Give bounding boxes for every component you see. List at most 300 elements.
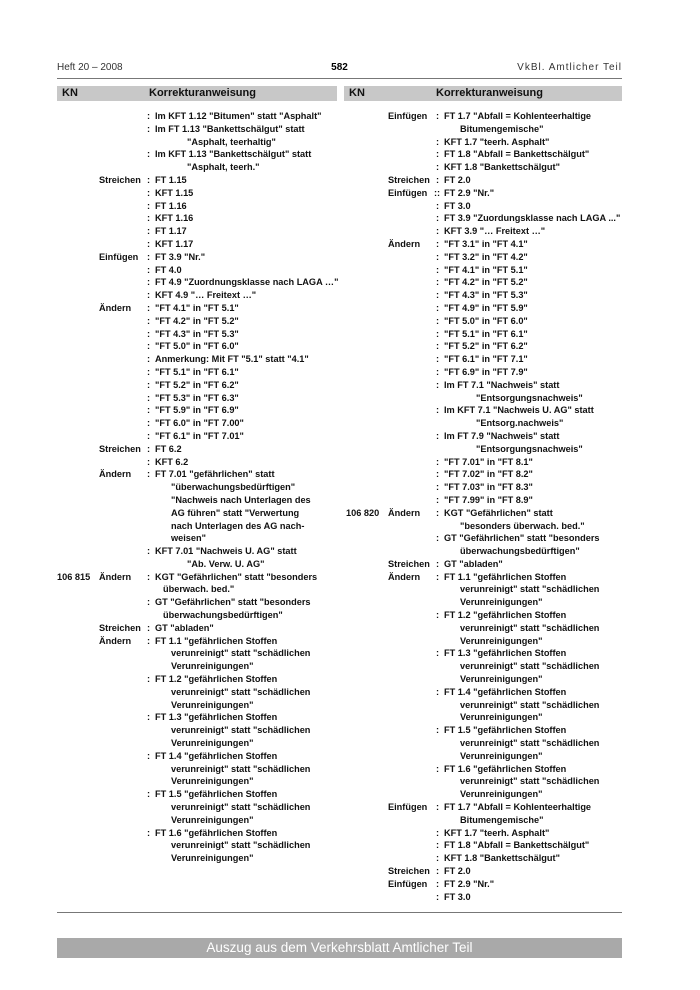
correction-row (346, 443, 624, 456)
correction-row (346, 711, 624, 724)
colon-mark: : (147, 238, 151, 249)
instruction-text: Verunreinigungen" (171, 699, 254, 710)
instruction-text: verunreinigt" statt "schädlichen (460, 776, 600, 787)
correction-row (57, 302, 342, 315)
correction-row (346, 212, 624, 225)
instruction-text: FT 2.0 (444, 866, 471, 877)
instruction-text: "Asphalt, teerh." (187, 162, 260, 173)
correction-row (346, 673, 624, 686)
kn-heading: KN (349, 87, 365, 99)
instruction-text: "FT 3.1" in "FT 4.1" (444, 238, 528, 249)
correction-row (346, 456, 624, 469)
colon-mark: : (147, 251, 151, 262)
correction-row (346, 340, 624, 353)
colon-mark: : (436, 725, 440, 736)
instruction-text: AG führen" statt "Verwertung (171, 507, 300, 518)
correction-row (57, 123, 342, 136)
instruction-text: "überwachungsbedürftigen" (171, 482, 296, 493)
correction-row (57, 750, 342, 763)
correction-row (346, 417, 624, 430)
correction-row (346, 187, 624, 200)
correction-row (57, 520, 342, 533)
colon-mark: : (436, 866, 440, 877)
colon-mark: : (147, 341, 151, 352)
correction-row (57, 110, 342, 123)
colon-mark: : (436, 200, 440, 211)
action-label: Einfügen (388, 111, 428, 121)
instruction-text: "besonders überwach. bed." (460, 520, 585, 531)
colon-mark: : (147, 546, 151, 557)
instruction-text: verunreinigt" statt "schädlichen (171, 725, 311, 736)
left-column (57, 110, 342, 865)
instruction-text: verunreinigt" statt "schädlichen (460, 738, 600, 749)
instruction-text: Im KFT 1.12 "Bitumen" statt "Asphalt" (155, 111, 322, 121)
instruction-text: KFT 1.8 "Bankettschälgut" (444, 853, 560, 864)
instruction-text: Im FT 7.1 "Nachweis" statt (444, 379, 560, 390)
correction-row (346, 635, 624, 648)
instruction-text: überwachungsbedürftigen" (460, 546, 580, 557)
correction-row (346, 558, 624, 571)
instruction-text: FT 6.2 (155, 443, 182, 454)
correction-row (57, 801, 342, 814)
correction-row (57, 494, 342, 507)
correction-row (346, 315, 624, 328)
correction-row (57, 328, 342, 341)
instruction-text: FT 2.9 "Nr." (444, 878, 495, 889)
instruction-text: "FT 6.0" in "FT 7.00" (155, 418, 244, 429)
instruction-text: KGT "Gefährlichen" statt (444, 507, 553, 518)
instruction-text: verunreinigt" statt "schädlichen (460, 699, 600, 710)
colon-mark: : (436, 686, 440, 697)
correction-row (346, 404, 624, 417)
instruction-text: Im FT 7.9 "Nachweis" statt (444, 430, 560, 441)
action-label: Streichen (388, 866, 430, 877)
correction-row (57, 200, 342, 213)
instruction-text: Im FT 1.13 "Bankettschälgut" statt (155, 123, 305, 134)
instruction-text: nach Unterlagen des AG nach- (171, 520, 305, 531)
action-label: Streichen (99, 174, 141, 185)
action-label: Ändern (388, 507, 421, 518)
instruction-text: "FT 7.02" in "FT 8.2" (444, 469, 533, 480)
instruction-text: Verunreinigungen" (171, 853, 254, 864)
colon-mark: : (147, 418, 151, 429)
colon-mark: : (147, 392, 151, 403)
colon-mark: : (436, 405, 440, 416)
kn-number: 106 815 (57, 571, 91, 582)
colon-mark: : (147, 328, 151, 339)
correction-row (346, 647, 624, 660)
colon-mark: : (436, 456, 440, 467)
instruction-text: FT 1.4 "gefährlichen Stoffen (444, 686, 567, 697)
correction-row (346, 264, 624, 277)
correction-row (346, 520, 624, 533)
correction-row (57, 545, 342, 558)
instruction-text: FT 2.9 "Nr." (444, 187, 495, 198)
correction-row (346, 827, 624, 840)
colon-mark: : (147, 302, 151, 313)
instruction-text: überwachungsbedürftigen" (163, 610, 283, 621)
correction-row (57, 852, 342, 865)
instruction-text: KFT 7.01 "Nachweis U. AG" statt (155, 546, 297, 557)
action-label: Einfügen (388, 878, 428, 889)
colon-mark: : (436, 162, 440, 173)
footer-banner: Auszug aus dem Verkehrsblatt Amtlicher Teil (57, 938, 622, 958)
action-label: Ändern (388, 571, 421, 582)
colon-mark: : (436, 302, 440, 313)
instruction-text: "FT 7.03" in "FT 8.3" (444, 482, 533, 493)
instruction-text: Verunreinigungen" (171, 738, 254, 749)
action-label: Ändern (99, 469, 132, 480)
instruction-text: KFT 1.17 (155, 238, 194, 249)
instruction-text: FT 4.0 (155, 264, 182, 275)
instruction-text: "FT 6.9" in "FT 7.9" (444, 366, 528, 377)
instruction-text: "Entsorgungsnachweis" (476, 392, 583, 403)
correction-row (346, 788, 624, 801)
colon-mark: : (147, 366, 151, 377)
action-label: Streichen (99, 622, 141, 633)
instruction-text: "FT 5.0" in "FT 6.0" (444, 315, 528, 326)
correction-row (346, 225, 624, 238)
colon-mark: : (147, 750, 151, 761)
instruction-text: Verunreinigungen" (460, 789, 543, 800)
correction-row (57, 839, 342, 852)
instruction-text: FT 1.6 "gefährlichen Stoffen (444, 763, 567, 774)
correction-row (346, 865, 624, 878)
colon-mark: : (436, 213, 440, 224)
action-label: Einfügen (388, 802, 428, 813)
correction-row (57, 225, 342, 238)
correction-row (57, 788, 342, 801)
correction-row (346, 468, 624, 481)
kn-number: 106 820 (346, 507, 380, 518)
right-column (346, 110, 624, 903)
colon-mark: : (147, 456, 151, 467)
correction-row (346, 814, 624, 827)
instruction-text: verunreinigt" statt "schädlichen (460, 661, 600, 672)
instruction-text: weisen" (171, 533, 206, 544)
instruction-text: KFT 1.15 (155, 187, 194, 198)
action-label: Streichen (388, 174, 430, 185)
instruction-text: Verunreinigungen" (460, 674, 543, 685)
colon-mark: : (147, 712, 151, 723)
correction-row (346, 891, 624, 904)
instruction-text: GT "abladen" (444, 558, 503, 569)
instruction-text: "Entsorgungsnachweis" (476, 443, 583, 454)
correction-row (57, 404, 342, 417)
correction-row (57, 724, 342, 737)
correction-row (57, 647, 342, 660)
correction-row (346, 609, 624, 622)
instruction-text: GT "abladen" (155, 622, 214, 633)
colon-mark: : (436, 648, 440, 659)
instruction-text: KFT 4.9 "… Freitext …" (155, 290, 257, 301)
instruction-text: Verunreinigungen" (171, 661, 254, 672)
action-label: Streichen (388, 558, 430, 569)
instruction-text: "FT 5.9" in "FT 6.9" (155, 405, 239, 416)
instruction-text: FT 4.9 "Zuordnungsklasse nach LAGA …" (155, 277, 339, 288)
instruction-text: Verunreinigungen" (460, 597, 543, 608)
correction-row (57, 635, 342, 648)
instruction-text: FT 1.5 "gefährlichen Stoffen (444, 725, 567, 736)
instruction-text: "FT 3.2" in "FT 4.2" (444, 251, 528, 262)
correction-row (57, 609, 342, 622)
correction-row (346, 801, 624, 814)
instruction-text: KFT 1.7 "teerh. Asphalt" (444, 136, 550, 147)
correction-row (346, 571, 624, 584)
colon-mark: : (436, 354, 440, 365)
instruction-text: "FT 6.1" in "FT 7.1" (444, 354, 528, 365)
correction-row (346, 660, 624, 673)
instruction-text: KFT 1.8 "Bankettschälgut" (444, 162, 560, 173)
instruction-text: FT 1.1 "gefährlichen Stoffen (155, 635, 278, 646)
instruction-text: FT 1.17 (155, 226, 187, 237)
instruction-text: Bitumengemische" (460, 814, 544, 825)
colon-mark: : (147, 635, 151, 646)
colon-mark: : (436, 315, 440, 326)
instruction-text: Im KFT 1.13 "Bankettschälgut" statt (155, 149, 312, 160)
instruction-text: Im KFT 7.1 "Nachweis U. AG" statt (444, 405, 594, 416)
colon-mark: : (436, 366, 440, 377)
instruction-text: KFT 1.7 "teerh. Asphalt" (444, 827, 550, 838)
page-number: 582 (331, 62, 348, 73)
colon-mark: : (436, 277, 440, 288)
correction-row (57, 763, 342, 776)
instruction-text: FT 1.8 "Abfall = Bankettschälgut" (444, 149, 590, 160)
action-label: Streichen (99, 443, 141, 454)
colon-mark: : (147, 405, 151, 416)
colon-mark: : (436, 891, 440, 902)
colon-mark: : (436, 763, 440, 774)
instruction-text: verunreinigt" statt "schädlichen (171, 686, 311, 697)
correction-row (57, 737, 342, 750)
instruction-text: "FT 5.0" in "FT 6.0" (155, 341, 239, 352)
correction-row (346, 123, 624, 136)
instruction-text: "FT 4.2" in "FT 5.2" (444, 277, 528, 288)
colon-mark: : (436, 238, 440, 249)
colon-mark: : (436, 827, 440, 838)
instruction-text: "FT 4.2" in "FT 5.2" (155, 315, 239, 326)
correction-row (57, 686, 342, 699)
instruction-text: FT 1.7 "Abfall = Kohlenteerhaltige (444, 802, 592, 813)
instruction-text: Verunreinigungen" (460, 712, 543, 723)
correction-row (57, 264, 342, 277)
correction-row (57, 660, 342, 673)
correction-row (346, 430, 624, 443)
colon-mark: : (147, 571, 151, 582)
instruction-text: GT "Gefährlichen" statt "besonders (444, 533, 600, 544)
instruction-text: FT 1.2 "gefährlichen Stoffen (155, 674, 278, 685)
colon-mark: : (147, 430, 151, 441)
colon-mark: : (436, 174, 440, 185)
instruction-text: FT 1.2 "gefährlichen Stoffen (444, 610, 567, 621)
correction-row (346, 379, 624, 392)
correction-row (57, 174, 342, 187)
correction-row (57, 430, 342, 443)
instruction-text: FT 1.3 "gefährlichen Stoffen (444, 648, 567, 659)
instruction-text: FT 1.4 "gefährlichen Stoffen (155, 750, 278, 761)
correction-row (346, 200, 624, 213)
instruction-text: "FT 5.2" in "FT 6.2" (155, 379, 239, 390)
colon-mark: : (147, 379, 151, 390)
colon-mark: : (436, 482, 440, 493)
correction-row (57, 289, 342, 302)
colon-mark: : (436, 840, 440, 851)
correction-row (57, 315, 342, 328)
instruction-text: "FT 4.3" in "FT 5.3" (444, 290, 528, 301)
instruction-text: KGT "Gefährlichen" statt "besonders (155, 571, 318, 582)
correction-row (346, 878, 624, 891)
instruction-text: "FT 4.9" in "FT 5.9" (444, 302, 528, 313)
right-column-header (344, 86, 622, 101)
correction-row (57, 673, 342, 686)
correction-row (57, 379, 342, 392)
instruction-text: "FT 5.2" in "FT 6.2" (444, 341, 528, 352)
colon-mark: : (436, 430, 440, 441)
instruction-text: FT 1.16 (155, 200, 187, 211)
correction-row (346, 545, 624, 558)
instruction-text: FT 1.1 "gefährlichen Stoffen (444, 571, 567, 582)
instruction-text: verunreinigt" statt "schädlichen (460, 584, 600, 595)
colon-mark: : (147, 174, 151, 185)
colon-mark: : (436, 802, 440, 813)
instruction-heading: Korrekturanweisung (436, 87, 543, 99)
colon-mark: : (147, 789, 151, 800)
colon-mark: : (147, 264, 151, 275)
instruction-text: "FT 4.1" in "FT 5.1" (444, 264, 528, 275)
instruction-text: FT 7.01 "gefährlichen" statt (155, 469, 275, 480)
colon-mark: : (436, 328, 440, 339)
correction-row (57, 340, 342, 353)
instruction-text: Verunreinigungen" (460, 750, 543, 761)
correction-row (57, 532, 342, 545)
correction-row (346, 174, 624, 187)
correction-row (346, 251, 624, 264)
correction-row (346, 136, 624, 149)
correction-row (57, 251, 342, 264)
action-label: Ändern (99, 571, 132, 582)
instruction-text: "FT 6.1" in "FT 7.01" (155, 430, 244, 441)
correction-row (346, 238, 624, 251)
instruction-text: "FT 5.1" in "FT 6.1" (155, 366, 239, 377)
correction-row (57, 161, 342, 174)
correction-row (346, 583, 624, 596)
instruction-text: FT 2.0 (444, 174, 471, 185)
correction-row (346, 839, 624, 852)
colon-mark: : (147, 290, 151, 301)
instruction-text: Verunreinigungen" (171, 776, 254, 787)
colon-mark: : (147, 827, 151, 838)
instruction-text: Verunreinigungen" (460, 635, 543, 646)
correction-row (57, 507, 342, 520)
instruction-text: FT 1.15 (155, 174, 187, 185)
correction-row (57, 699, 342, 712)
correction-row (57, 775, 342, 788)
instruction-text: KFT 3.9 "… Freitext …" (444, 226, 546, 237)
action-label: Ändern (99, 302, 132, 313)
colon-mark: : (147, 597, 151, 608)
instruction-text: FT 3.9 "Nr." (155, 251, 206, 262)
correction-row (57, 276, 342, 289)
correction-row (57, 417, 342, 430)
colon-mark: : (436, 149, 440, 160)
correction-row (57, 622, 342, 635)
instruction-text: FT 1.6 "gefährlichen Stoffen (155, 827, 278, 838)
colon-mark: : (436, 251, 440, 262)
correction-row (57, 443, 342, 456)
correction-row (346, 353, 624, 366)
instruction-text: GT "Gefährlichen" statt "besonders (155, 597, 311, 608)
colon-mark: : (436, 878, 440, 889)
correction-row (57, 558, 342, 571)
action-label: Einfügen (388, 187, 428, 198)
correction-row (57, 814, 342, 827)
page-header (57, 62, 622, 78)
instruction-heading: Korrekturanweisung (149, 87, 256, 99)
colon-mark: : (436, 379, 440, 390)
header-rule (57, 78, 622, 79)
correction-row (346, 366, 624, 379)
correction-row (57, 583, 342, 596)
correction-row (346, 699, 624, 712)
instruction-text: Verunreinigungen" (171, 814, 254, 825)
instruction-text: KFT 1.16 (155, 213, 194, 224)
correction-row (346, 161, 624, 174)
colon-mark: : (436, 533, 440, 544)
correction-row (57, 481, 342, 494)
correction-row (346, 328, 624, 341)
correction-row (346, 724, 624, 737)
correction-row (346, 302, 624, 315)
correction-row (346, 750, 624, 763)
correction-row (346, 289, 624, 302)
colon-mark: : (436, 341, 440, 352)
colon-mark: :: (434, 187, 441, 198)
instruction-text: KFT 6.2 (155, 456, 189, 467)
correction-row (346, 763, 624, 776)
instruction-text: verunreinigt" statt "schädlichen (171, 648, 311, 659)
correction-row (346, 775, 624, 788)
colon-mark: : (147, 443, 151, 454)
action-label: Ändern (388, 238, 421, 249)
colon-mark: : (436, 494, 440, 505)
instruction-text: FT 1.3 "gefährlichen Stoffen (155, 712, 278, 723)
correction-row (346, 481, 624, 494)
publication-title: VkBl. Amtlicher Teil (517, 62, 622, 73)
correction-row (57, 711, 342, 724)
colon-mark: : (436, 290, 440, 301)
correction-row (346, 276, 624, 289)
instruction-text: FT 3.0 (444, 891, 471, 902)
instruction-text: FT 3.9 "Zuordungsklasse nach LAGA ..." (444, 213, 621, 224)
correction-row (57, 392, 342, 405)
instruction-text: überwach. bed." (163, 584, 235, 595)
colon-mark: : (147, 149, 151, 160)
instruction-text: FT 1.5 "gefährlichen Stoffen (155, 789, 278, 800)
instruction-text: FT 3.0 (444, 200, 471, 211)
correction-row (346, 507, 624, 520)
colon-mark: : (147, 187, 151, 198)
bottom-rule (57, 912, 622, 913)
instruction-text: "FT 7.99" in "FT 8.9" (444, 494, 533, 505)
instruction-text: FT 1.8 "Abfall = Bankettschälgut" (444, 840, 590, 851)
colon-mark: : (436, 571, 440, 582)
left-column-header (57, 86, 337, 101)
colon-mark: : (436, 558, 440, 569)
colon-mark: : (436, 264, 440, 275)
correction-row (346, 686, 624, 699)
correction-row (346, 110, 624, 123)
correction-row (57, 468, 342, 481)
